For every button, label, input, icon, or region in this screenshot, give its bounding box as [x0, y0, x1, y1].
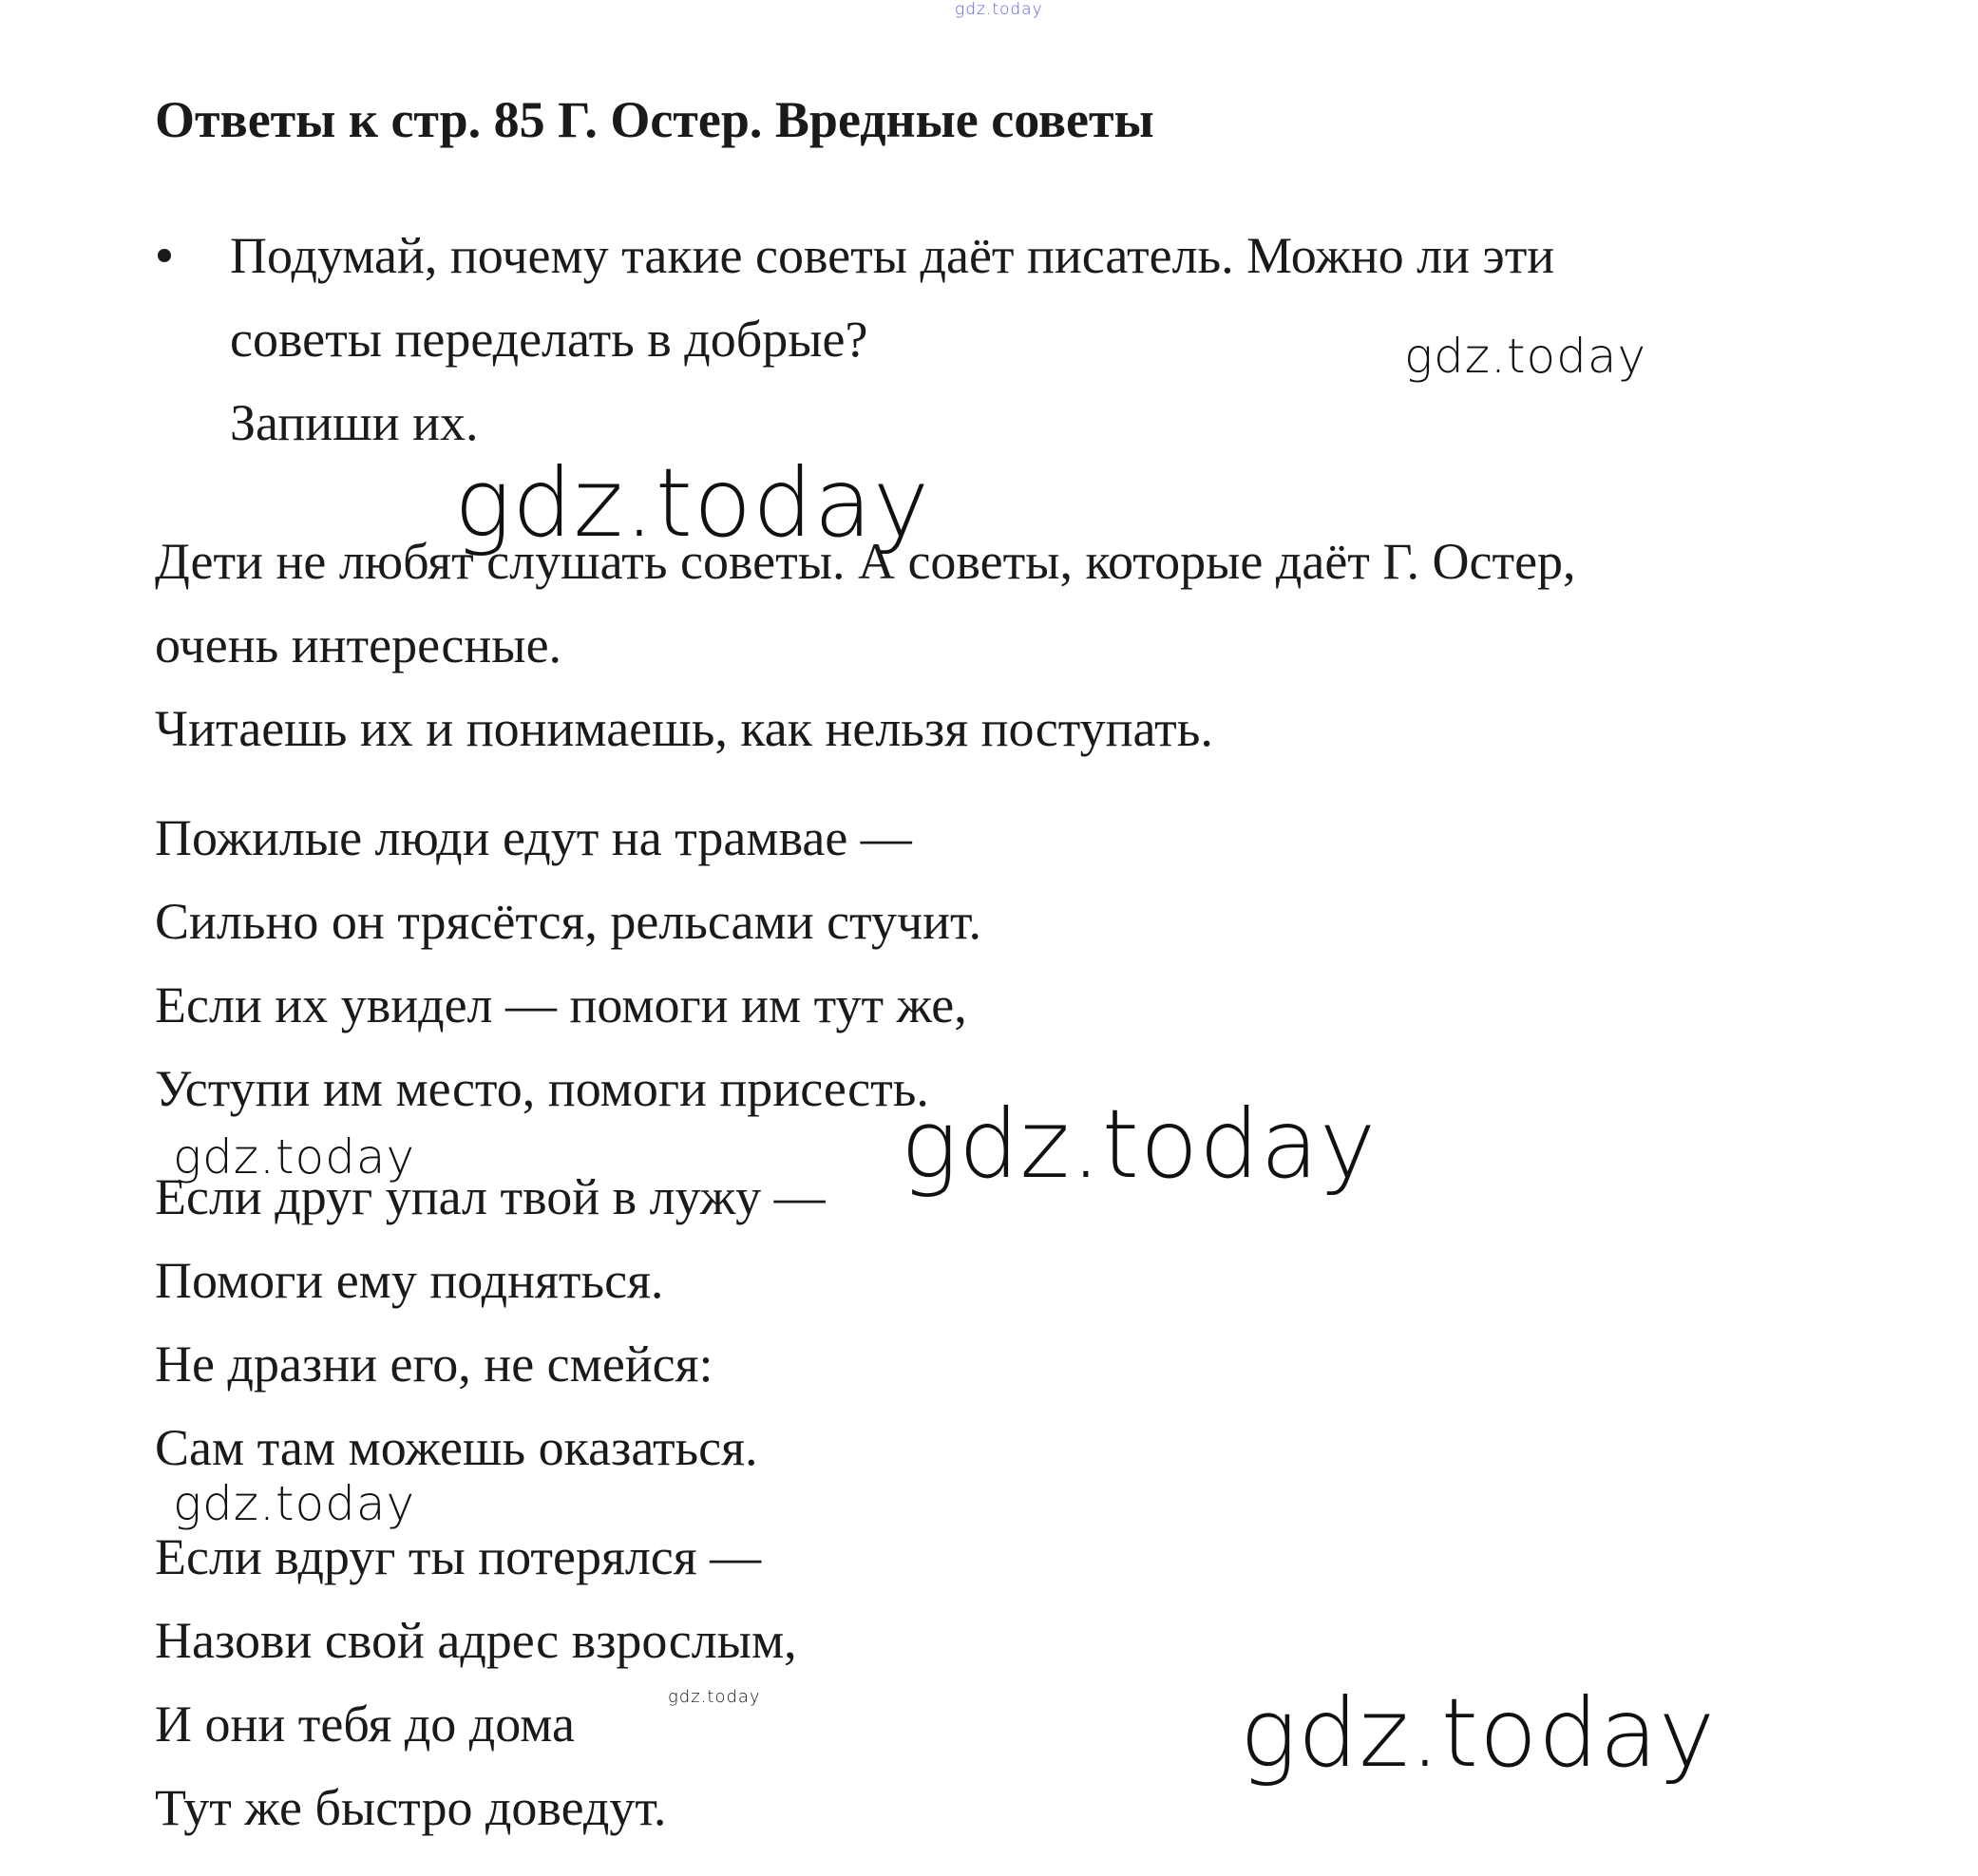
poem-line: Не дразни его, не смейся: — [155, 1336, 713, 1393]
poem-line: Сильно он трясётся, рельсами стучит. — [155, 893, 982, 950]
poem-line: Назови свой адрес взрослым, — [155, 1612, 797, 1669]
page-title: Ответы к стр. 85 Г. Остер. Вредные советы — [155, 91, 1154, 148]
question-line: Подумай, почему такие советы даёт писатель. Можно ли эти — [230, 227, 1555, 284]
poem-line: Если друг упал твой в лужу — — [155, 1168, 826, 1225]
poem-line: Уступи им место, помоги присесть. — [155, 1060, 929, 1117]
poem-line: Если их увидел — помоги им тут же, — [155, 976, 967, 1033]
watermark-mid-small: gdz.today — [173, 1129, 416, 1184]
watermark-right-small: gdz.today — [1404, 329, 1647, 384]
poem-line: Сам там можешь оказаться. — [155, 1419, 758, 1476]
poem-line: Помоги ему подняться. — [155, 1252, 664, 1309]
watermark-lower-small: gdz.today — [173, 1476, 416, 1531]
poem-line: Если вдруг ты потерялся — — [155, 1528, 762, 1585]
intro-line: Читаешь их и понимаешь, как нельзя поступать. — [155, 700, 1213, 757]
poem-line: Пожилые люди едут на трамвае — — [155, 809, 912, 866]
watermark-large-middle: gdz.today — [901, 1089, 1378, 1200]
intro-line: очень интересные. — [155, 616, 562, 673]
poem-line: Тут же быстро доведут. — [155, 1779, 667, 1836]
intro-line: Дети не любят слушать советы. А советы, которые даёт Г. Остер, — [155, 533, 1576, 590]
bullet-icon — [158, 249, 171, 262]
question-line: Запиши их. — [230, 394, 479, 451]
watermark-tiny: gdz.today — [668, 1687, 761, 1707]
poem-line: И они тебя до дома — [155, 1696, 576, 1753]
question-line: советы переделать в добрые? — [230, 311, 868, 368]
watermark-top: gdz.today — [955, 0, 1043, 19]
watermark-large-bottom: gdz.today — [1240, 1677, 1717, 1789]
watermark-large-upper: gdz.today — [454, 447, 931, 559]
